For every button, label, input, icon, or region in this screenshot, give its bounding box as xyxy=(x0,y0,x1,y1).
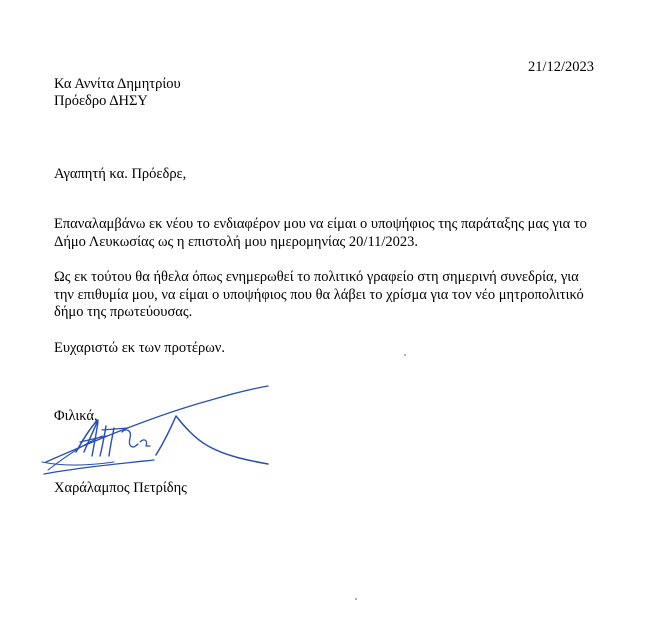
paragraph-line: την επιθυμία μου, να είμαι ο υποψήφιος που θα λάβει το χρίσμα για τον νέο μητροπολιτικό xyxy=(54,286,584,303)
closing-phrase: Φιλικά, xyxy=(54,408,98,424)
body-paragraph-2 xyxy=(54,269,644,322)
body-paragraph-1 xyxy=(54,216,644,251)
handwritten-signature xyxy=(36,380,286,480)
recipient-name: Κα Αννίτα Δημητρίου xyxy=(54,76,181,92)
letter-date: 21/12/2023 xyxy=(528,59,595,75)
paragraph-line: Επαναλαμβάνω εκ νέου το ενδιαφέρον μου να είμαι ο υποψήφιος της παράταξης μας για το xyxy=(54,216,587,232)
paragraph-line: Ως εκ τούτου θα ήθελα όπως ενημερωθεί το πολιτικό γραφείο στη σημερινή συνεδρία, για xyxy=(54,269,579,285)
paragraph-line: δήμο της πρωτεύουσας. xyxy=(54,304,193,320)
body-paragraph-3 xyxy=(54,340,644,358)
salutation: Αγαπητή κα. Πρόεδρε, xyxy=(54,166,187,182)
recipient-title: Πρόεδρο ΔΗΣΥ xyxy=(54,93,148,109)
paragraph-line: Δήμο Λευκωσίας ως η επιστολή μου ημερομηνίας 20/11/2023. xyxy=(54,233,419,250)
scan-speck xyxy=(404,354,406,356)
signer-name: Χαράλαμπος Πετρίδης xyxy=(54,480,187,496)
paragraph-line: Ευχαριστώ εκ των προτέρων. xyxy=(54,340,225,356)
scan-speck xyxy=(355,598,357,600)
